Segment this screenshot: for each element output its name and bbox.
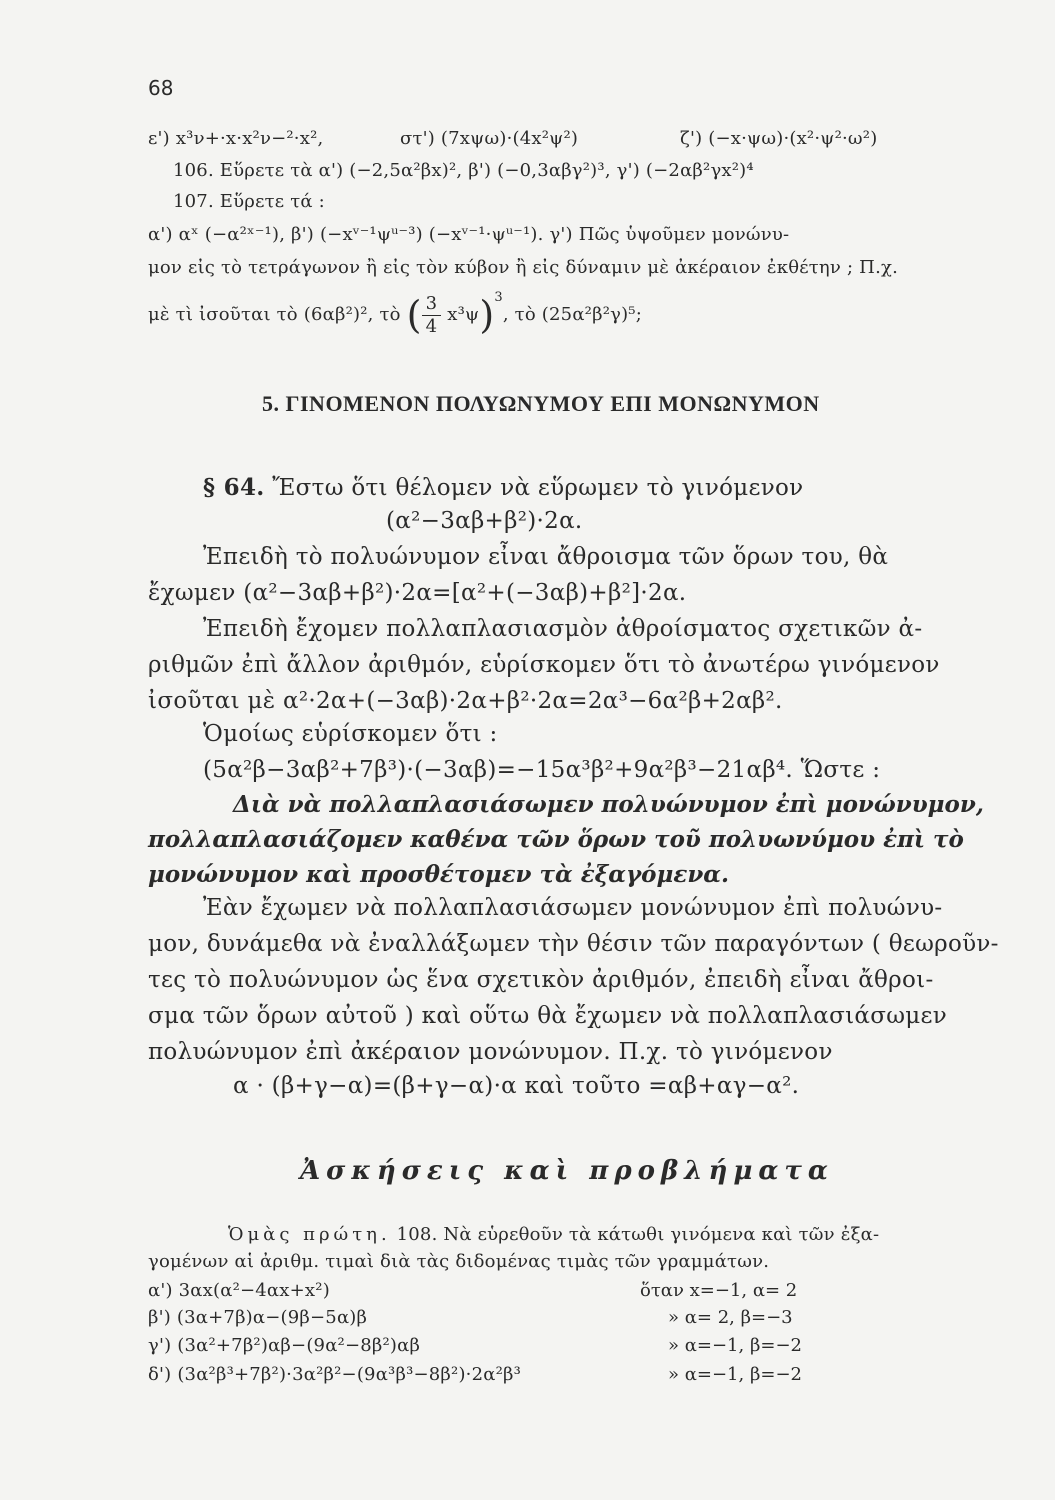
exercise-107-line1: α') αˣ (−α²ˣ⁻¹), β') (−xᵛ⁻¹ψᵘ⁻³) (−xᵛ⁻¹·ψᵘ⁻¹). γ') Πῶς ὑψοῦμεν μονώνυ- bbox=[148, 224, 790, 245]
item-d-condition: » α=−1, β=−2 bbox=[668, 1364, 802, 1385]
exercise-107-text-b: x³ψ bbox=[447, 304, 480, 325]
p5-line1: Ἐὰν ἔχωμεν νὰ πολλαπλασιάσωμεν μονώνυμον ἐπὶ πολυώνυ- bbox=[203, 895, 943, 921]
fraction bbox=[422, 293, 442, 338]
p2-line2: ἔχωμεν (α²−3αβ+β²)·2α=[α²+(−3αβ)+β²]·2α. bbox=[148, 580, 687, 606]
page-number: 68 bbox=[148, 76, 174, 100]
item-b-condition: » α= 2, β=−3 bbox=[668, 1307, 793, 1328]
item-a-condition: ὅταν x=−1, α= 2 bbox=[640, 1280, 798, 1301]
paragraph-mark: § 64. bbox=[203, 474, 265, 501]
fraction-denominator: 4 bbox=[425, 315, 438, 337]
exercise-st: στ') (7xψω)·(4x²ψ²) bbox=[400, 128, 579, 149]
group-label: Ὁμὰς πρώτη. bbox=[228, 1224, 391, 1245]
p3-line3: ἰσοῦται μὲ α²·2α+(−3αβ)·2α+β²·2α=2α³−6α²β+2αβ². bbox=[148, 688, 783, 714]
exercise-107-line2: μον εἰς τὸ τετράγωνον ἢ εἰς τὸν κύβον ἢ εἰς δύναμιν μὲ ἀκέραιον ἐκθέτην ; Π.χ. bbox=[148, 257, 899, 278]
p5-line6: α · (β+γ−α)=(β+γ−α)·α καὶ τοῦτο =αβ+αγ−α². bbox=[233, 1073, 800, 1099]
exercises-title: Ἀσκήσεις καὶ προβλήματα bbox=[300, 1156, 834, 1186]
fraction-numerator: 3 bbox=[422, 293, 442, 316]
exercise-107-line3 bbox=[148, 290, 642, 338]
exponent: 3 bbox=[494, 290, 503, 305]
p2-line1: Ἐπειδὴ τὸ πολυώνυμον εἶναι ἄθροισμα τῶν ὅρων του, θὰ bbox=[203, 544, 889, 570]
exercise-107-text-c: , τὸ (25α²β²γ)⁵; bbox=[502, 304, 642, 325]
exercise-107-text-a: μὲ τὶ ἰσοῦται τὸ (6αβ²)², τὸ bbox=[148, 304, 401, 325]
exercise-107-head: 107. Εὕρετε τά : bbox=[173, 191, 325, 212]
exercise-106: 106. Εὕρετε τὰ α') (−2,5α²βx)², β') (−0,3αβγ²)³, γ') (−2αβ²γx²)⁴ bbox=[173, 160, 754, 181]
exercise-z: ζ') (−x·ψω)·(x²·ψ²·ω²) bbox=[680, 128, 878, 149]
p4-line2: (5α²β−3αβ²+7β³)·(−3αβ)=−15α³β²+9α²β³−21αβ⁴. Ὥστε : bbox=[203, 757, 881, 783]
exercise-108-line2: γομένων αἱ ἀριθμ. τιμαὶ διὰ τὰς διδομένας τιμὰς τῶν γραμμάτων. bbox=[148, 1251, 770, 1272]
exercise-108-text: 108. Νὰ εὑρεθοῦν τὰ κάτωθι γινόμενα καὶ τῶν ἐξα- bbox=[396, 1224, 880, 1245]
exercise-e: ε') x³ν+·x·x²ν−²·x², bbox=[148, 128, 324, 149]
p5-line2: μον, δυνάμεθα νὰ ἐναλλάξωμεν τὴν θέσιν τῶν παραγόντων ( θεωροῦν- bbox=[148, 931, 999, 957]
p3-line2: ριθμῶν ἐπὶ ἄλλον ἀριθμόν, εὑρίσκομεν ὅτι τὸ ἀνωτέρω γινόμενον bbox=[148, 652, 940, 678]
item-c-condition: » α=−1, β=−2 bbox=[668, 1335, 802, 1356]
item-d: δ') (3α²β³+7β²)·3α²β²−(9α³β³−8β²)·2α²β³ bbox=[148, 1364, 522, 1385]
paren-close: ) bbox=[479, 293, 495, 337]
rule-line2: πολλαπλασιάζομεν καθένα τῶν ὅρων τοῦ πολυωνύμου ἐπὶ τὸ bbox=[148, 826, 964, 853]
p5-line3: τες τὸ πολυώνυμον ὡς ἕνα σχετικὸν ἀριθμόν, ἐπειδὴ εἶναι ἄθροι- bbox=[148, 967, 934, 993]
item-b: β') (3α+7β)α−(9β−5α)β bbox=[148, 1307, 368, 1328]
exercise-108-line1 bbox=[228, 1224, 879, 1245]
rule-line3: μονώνυμον καὶ προσθέτομεν τὰ ἐξαγόμενα. bbox=[148, 861, 730, 888]
rule-line1: Διὰ νὰ πολλαπλασιάσωμεν πολυώνυμον ἐπὶ μονώνυμον, bbox=[233, 791, 984, 818]
paragraph-64-intro bbox=[203, 474, 803, 501]
p5-line4: σμα τῶν ὅρων αὐτοῦ ) καὶ οὕτω θὰ ἔχωμεν νὰ πολλαπλασιάσωμεν bbox=[148, 1003, 948, 1029]
expression-1: (α²−3αβ+β²)·2α. bbox=[386, 508, 583, 534]
paren-open: ( bbox=[406, 293, 422, 337]
item-a: α') 3αx(α²−4αx+x²) bbox=[148, 1280, 330, 1301]
intro-text: Ἔστω ὅτι θέλομεν νὰ εὕρωμεν τὸ γινόμενον bbox=[272, 475, 804, 501]
item-c: γ') (3α²+7β²)αβ−(9α²−8β²)αβ bbox=[148, 1335, 421, 1356]
p4-line1: Ὁμοίως εὑρίσκομεν ὅτι : bbox=[203, 721, 498, 747]
p3-line1: Ἐπειδὴ ἔχομεν πολλαπλασιασμὸν ἀθροίσματος σχετικῶν ἀ- bbox=[203, 616, 923, 642]
section-title: 5. ΓΙΝΟΜΕΝΟΝ ΠΟΛΥΩΝΥΜΟΥ ΕΠΙ ΜΟΝΩΝΥΜΟΝ bbox=[262, 391, 820, 416]
p5-line5: πολυώνυμον ἐπὶ ἀκέραιον μονώνυμον. Π.χ. τὸ γινόμενον bbox=[148, 1039, 833, 1065]
